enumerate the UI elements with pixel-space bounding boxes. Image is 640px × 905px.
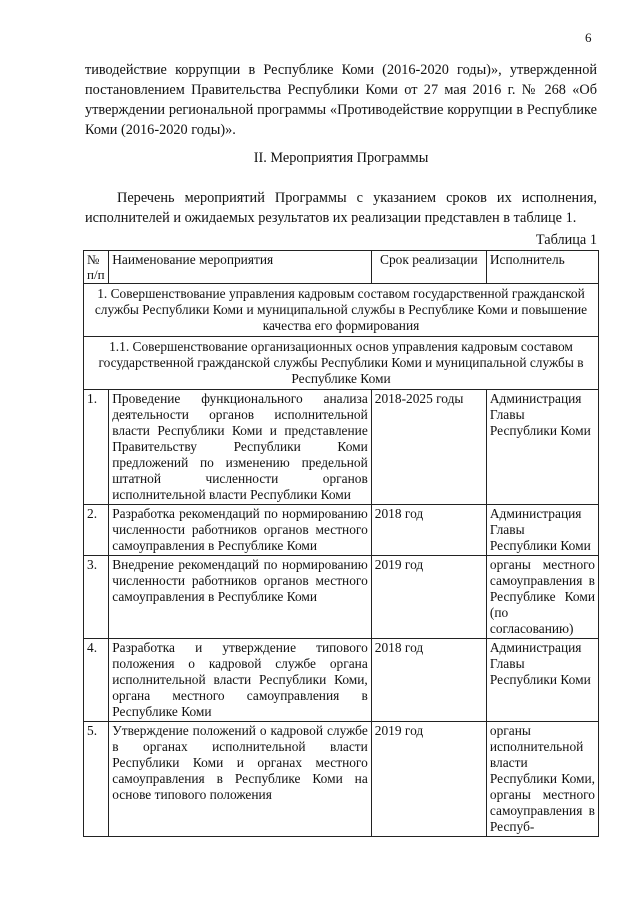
- table-caption: Таблица 1: [535, 232, 597, 248]
- row-executor: Администрация Главы Республики Коми: [486, 390, 598, 505]
- table-row: [84, 722, 599, 837]
- row-measure: Утверждение положений о кадровой службе в органах исполнительной власти Республики Коми и органах местного самоуправления в Республике Коми на основе типового положения: [109, 722, 372, 837]
- header-term: Срок реализации: [371, 251, 486, 284]
- row-num: 1.: [84, 390, 109, 505]
- measures-table: [83, 250, 599, 837]
- intro-paragraph: тиводействие коррупции в Республике Коми (2016-2020 годы)», утвержденной постановлением Правительства Республики Коми от 27 мая 2016 г. № 268 «Об утверждении региональной программы «Противодействие коррупции в Республике Коми (2016-2020 годы)».: [85, 62, 597, 138]
- row-term: 2018-2025 годы: [371, 390, 486, 505]
- row-executor: органы местного самоуправления в Республике Коми (по согласованию): [486, 556, 598, 639]
- row-executor: органы исполнительной власти Республики Коми, органы местного самоуправления в Респуб-: [486, 722, 598, 837]
- header-num: № п/п: [84, 251, 109, 284]
- lead-paragraph: Перечень мероприятий Программы с указанием сроков их исполнения, исполнителей и ожидаемых результатов их реализации представлен в таблице 1.: [85, 190, 597, 226]
- row-executor: Администрация Главы Республики Коми: [486, 639, 598, 722]
- row-measure: Разработка рекомендаций по нормированию численности работников органов местного самоуправления в Республике Коми: [109, 505, 372, 556]
- table-row: [84, 390, 599, 505]
- row-measure: Проведение функционального анализа деятельности органов исполнительной власти Республики Коми и представление Правительству Республики Коми предложений по изменению предельной штатной численности органов исполнительной власти Республики Коми: [109, 390, 372, 505]
- header-name: Наименование мероприятия: [109, 251, 372, 284]
- row-measure: Разработка и утверждение типового положения о кадровой службе органа исполнительной власти Республики Коми, органа местного самоуправления в Республике Коми: [109, 639, 372, 722]
- page-number: 6: [585, 30, 592, 45]
- subsection-heading: 1.1. Совершенствование организационных основ управления кадровым составом государственной гражданской службы Республики Коми и муниципальной службы в Республике Коми: [84, 337, 599, 390]
- section-row: [84, 284, 599, 337]
- row-measure: Внедрение рекомендаций по нормированию численности работников органов местного самоуправления в Республике Коми: [109, 556, 372, 639]
- row-num: 4.: [84, 639, 109, 722]
- table-row: [84, 505, 599, 556]
- row-term: 2019 год: [371, 722, 486, 837]
- subsection-row: [84, 337, 599, 390]
- row-executor: Администрация Главы Республики Коми: [486, 505, 598, 556]
- table-row: [84, 556, 599, 639]
- row-term: 2019 год: [371, 556, 486, 639]
- row-term: 2018 год: [371, 639, 486, 722]
- table-row: [84, 639, 599, 722]
- row-num: 5.: [84, 722, 109, 837]
- row-num: 2.: [84, 505, 109, 556]
- table-header-row: [84, 251, 599, 284]
- row-term: 2018 год: [371, 505, 486, 556]
- header-executor: Исполнитель: [486, 251, 598, 284]
- section-heading: 1. Совершенствование управления кадровым составом государственной гражданской службы Республики Коми и муниципальной службы в Республике Коми и повышение качества его формирования: [84, 284, 599, 337]
- row-num: 3.: [84, 556, 109, 639]
- section-title: II. Мероприятия Программы: [253, 150, 429, 166]
